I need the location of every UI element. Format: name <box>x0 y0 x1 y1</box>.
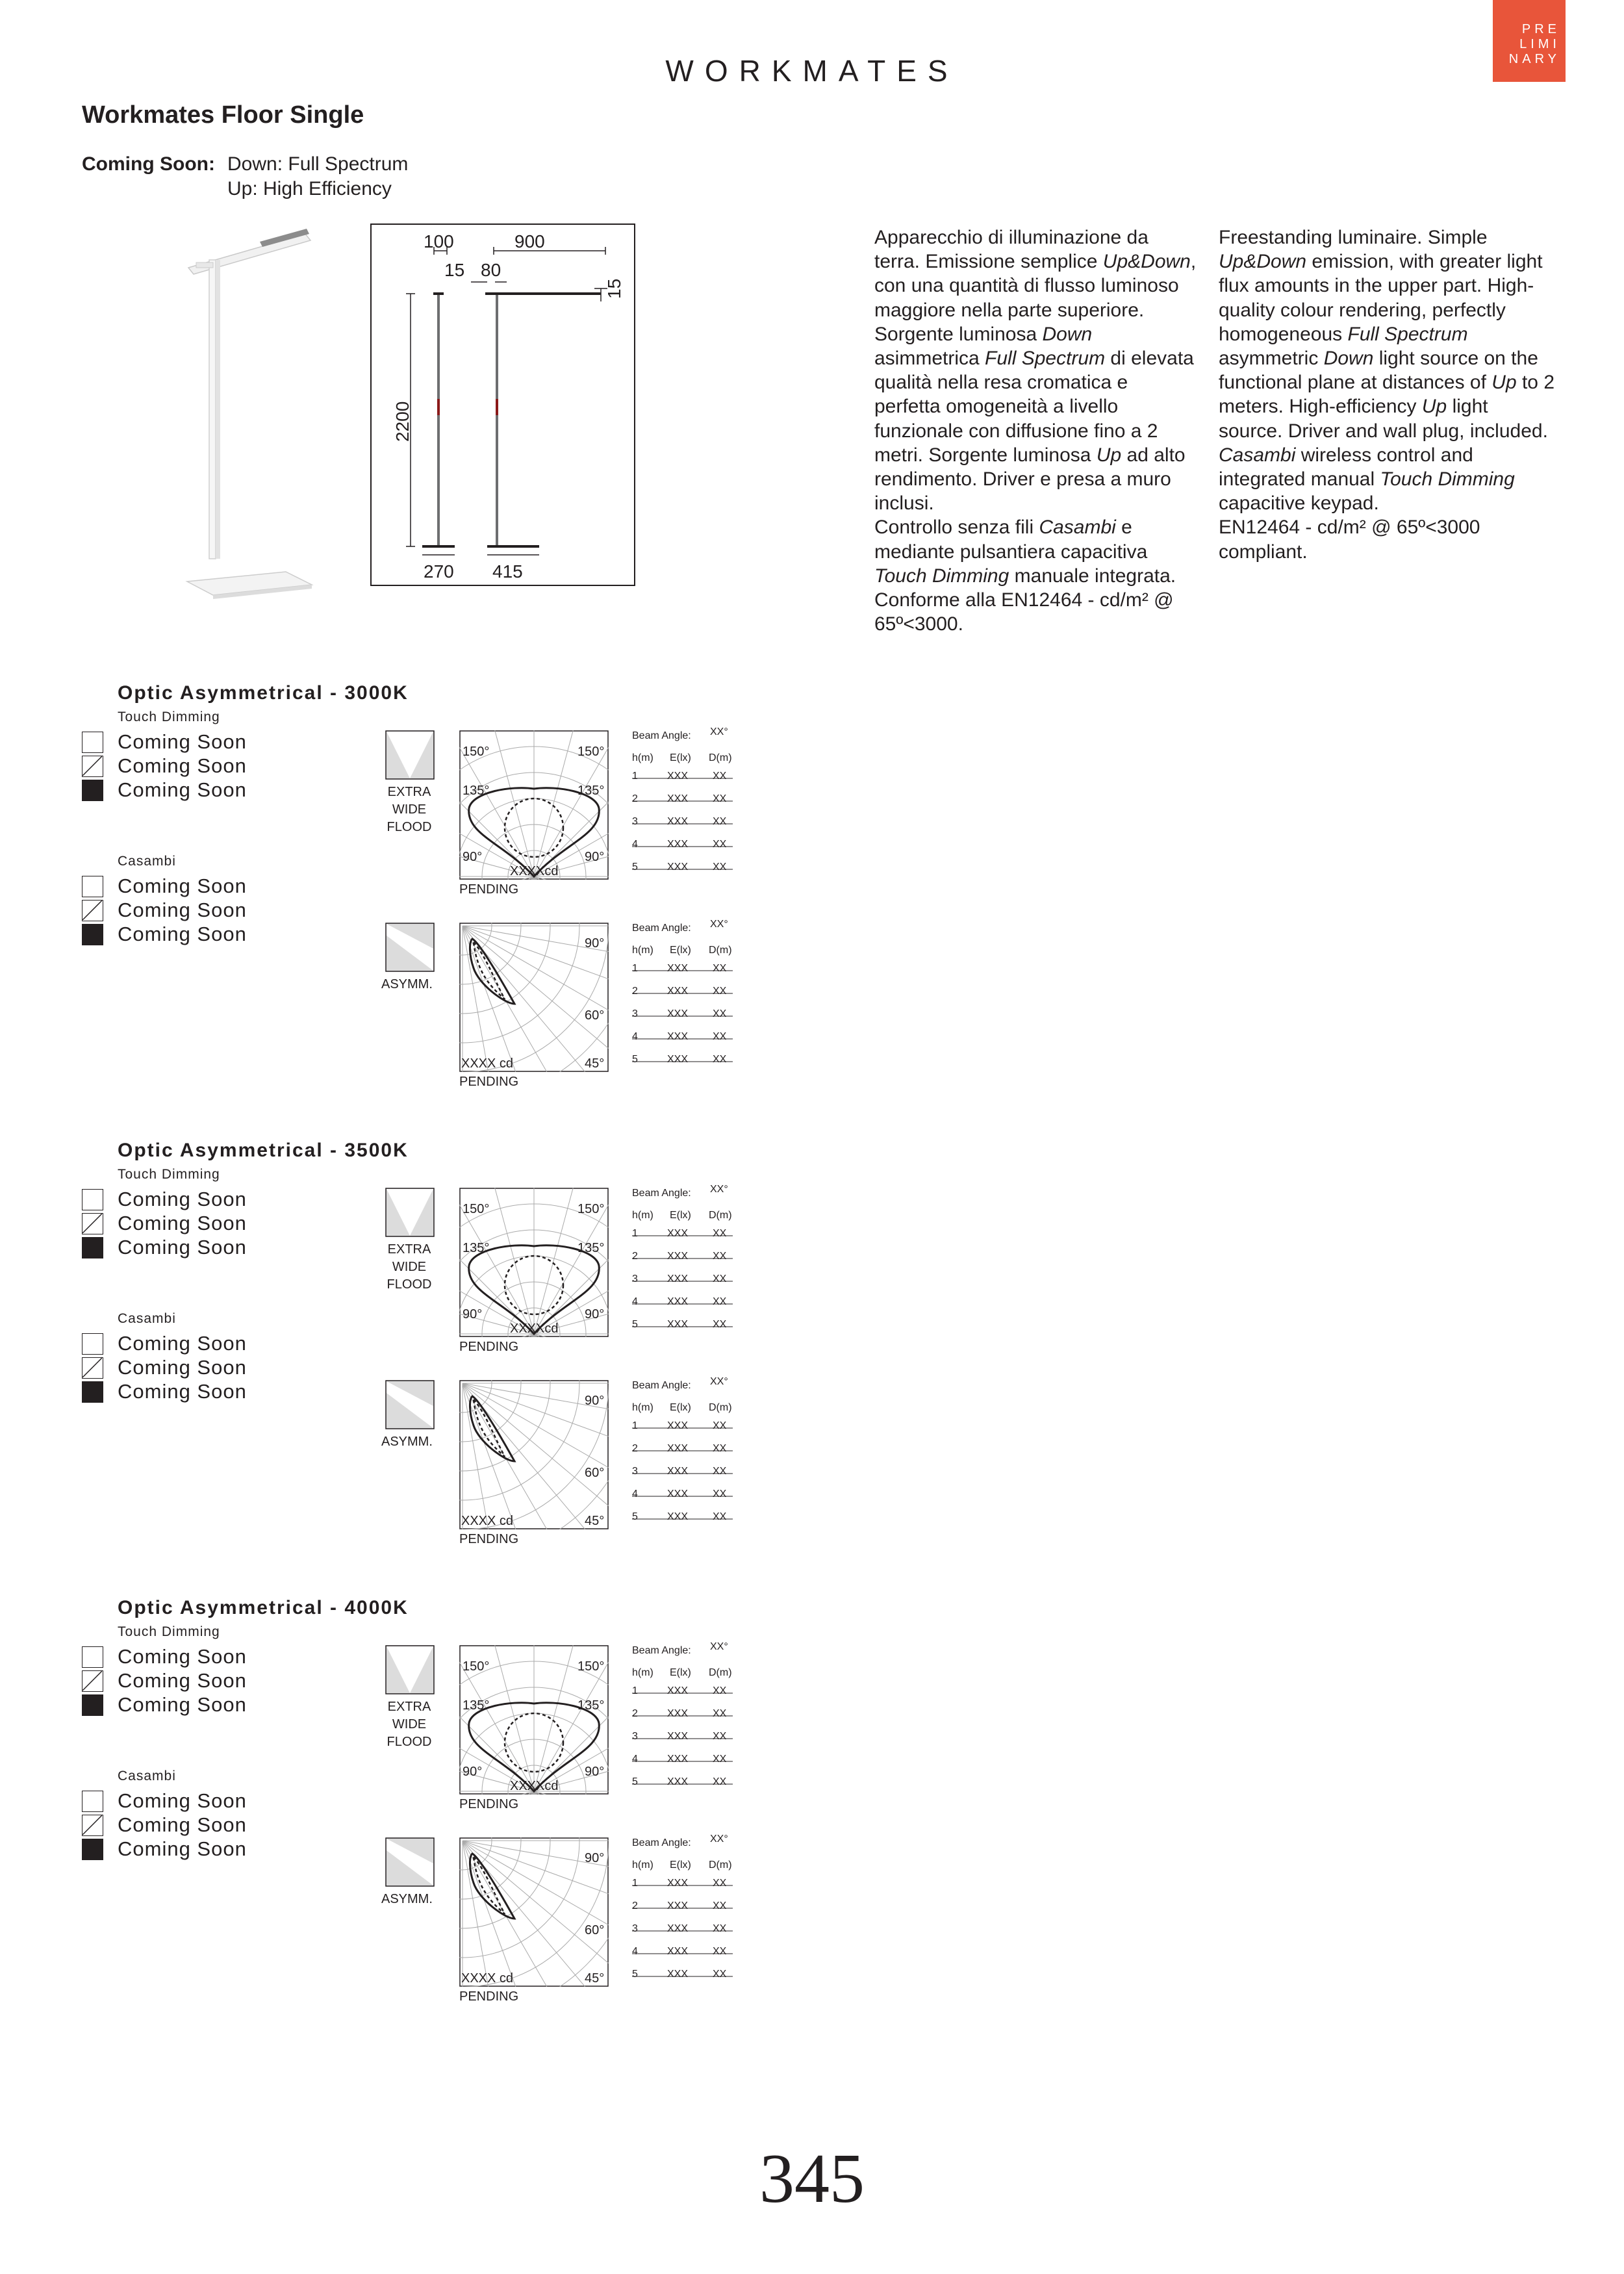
table-cell: 5 <box>632 1319 638 1330</box>
table-cell: 3 <box>632 1008 638 1019</box>
option-label: Coming Soon <box>118 1380 247 1403</box>
dim-label: 15 <box>604 278 624 299</box>
dim-label: 100 <box>424 231 454 251</box>
beam-type-line: EXTRA <box>387 1700 431 1714</box>
swatch-diagonal <box>82 900 103 921</box>
table-cell: 5 <box>632 1511 638 1522</box>
touch-dimming-label: Touch Dimming <box>118 1167 220 1182</box>
angle-label: 90° <box>463 1307 483 1322</box>
beam-angle-label: Beam Angle: <box>632 1380 691 1391</box>
table-cell: 3 <box>632 1466 638 1477</box>
angle-label: 90° <box>585 1307 605 1322</box>
description-it: Apparecchio di illuminazione da terra. Emissione semplice Up&Down, con una quantità di flusso luminoso maggiore nella parte superiore. Sorgente luminosa Down asimmetrica Full Spectrum di elevata qualità nella resa cromatica e perfetta omogeneità a livello funzionale con diffusione fino a 2 metri. Sorgente luminosa Up ad alto rendimento. Driver e presa a muro inclusi. Controllo senza fili Casambi e mediante pulsantiera capacitiva Touch Dimming manuale integrata. Conforme alla EN12464 - cd/m² @ 65º<3000. <box>874 227 1197 635</box>
swatch-empty <box>82 876 103 897</box>
table-cell: XXX <box>667 1228 689 1239</box>
product-image <box>182 221 331 604</box>
badge-line: PRE <box>1521 22 1560 36</box>
beam-angle-label: Beam Angle: <box>632 1837 691 1848</box>
option-label: Coming Soon <box>118 778 247 801</box>
table-cell: 3 <box>632 1273 638 1284</box>
section-title: Optic Asymmetrical - 3000K <box>118 682 409 704</box>
pending-label: PENDING <box>459 1532 519 1546</box>
coming-soon-label: Coming Soon: <box>82 153 215 175</box>
beam-type-label: ASYMM. <box>381 977 433 991</box>
pending-label: PENDING <box>459 1989 519 2004</box>
beam-type-line: FLOOD <box>387 820 432 834</box>
beam-type-label <box>374 1241 445 1294</box>
table-cell: XX <box>713 1923 727 1934</box>
table-cell: 2 <box>632 986 638 997</box>
table-cell: XXX <box>667 1319 689 1330</box>
beam-angle-value: XX° <box>710 1184 728 1195</box>
beam-type-line: EXTRA <box>387 785 431 799</box>
angle-label: 60° <box>585 1923 605 1937</box>
angle-label: 90° <box>463 1765 483 1779</box>
table-cell: XXX <box>667 1488 689 1500</box>
col-header: h(m) <box>632 1402 653 1413</box>
table-cell: XX <box>713 1969 727 1980</box>
col-header: h(m) <box>632 752 653 763</box>
beam-angle-label: Beam Angle: <box>632 1188 691 1199</box>
table-cell: 4 <box>632 1946 638 1957</box>
table-cell: XXX <box>667 793 689 804</box>
diagonal-icon <box>82 901 102 920</box>
angle-label: 135° <box>577 1241 605 1255</box>
cd-label: XXXXcd <box>510 1779 559 1793</box>
table-cell: 3 <box>632 1923 638 1934</box>
table-cell: XX <box>713 1031 727 1042</box>
table-cell: XXX <box>667 1754 689 1765</box>
angle-label: 150° <box>463 1659 490 1674</box>
angle-label: 150° <box>577 1659 605 1674</box>
touch-dimming-label: Touch Dimming <box>118 709 220 724</box>
col-header: D(m) <box>709 1859 732 1871</box>
casambi-label: Casambi <box>118 1769 176 1783</box>
beam-type-label: ASYMM. <box>381 1892 433 1906</box>
table-cell: XX <box>713 1754 727 1765</box>
col-header: E(lx) <box>670 945 691 956</box>
table-cell: XX <box>713 1511 727 1522</box>
asymmetric-beam-icon <box>385 923 435 972</box>
angle-label: 90° <box>463 850 483 864</box>
option-label: Coming Soon <box>118 899 247 921</box>
diagonal-icon <box>82 1358 102 1377</box>
table-cell: XXX <box>667 963 689 974</box>
table-cell: XX <box>713 1420 727 1431</box>
pending-label: PENDING <box>459 1075 519 1089</box>
table-cell: XXX <box>667 1946 689 1957</box>
angle-label: 135° <box>463 784 490 798</box>
cd-label: XXXX cd <box>461 1971 514 1986</box>
table-cell: XX <box>713 793 727 804</box>
dim-label: 2200 <box>392 401 412 442</box>
table-cell: XX <box>713 1900 727 1911</box>
option-label: Coming Soon <box>118 923 247 945</box>
angle-label: 90° <box>585 850 605 864</box>
option-label: Coming Soon <box>118 1789 247 1812</box>
table-cell: XXX <box>667 1878 689 1889</box>
table-cell: XX <box>713 1273 727 1284</box>
option-label: Coming Soon <box>118 1645 247 1668</box>
angle-label: 150° <box>463 1202 490 1216</box>
table-cell: 4 <box>632 1296 638 1307</box>
table-cell: XX <box>713 816 727 827</box>
table-cell: XXX <box>667 1923 689 1934</box>
table-cell: 3 <box>632 816 638 827</box>
table-cell: XX <box>713 1776 727 1787</box>
table-cell: XX <box>713 1488 727 1500</box>
table-cell: XX <box>713 1054 727 1065</box>
casambi-label: Casambi <box>118 1311 176 1326</box>
option-label: Coming Soon <box>118 1188 247 1210</box>
angle-label: 150° <box>463 745 490 759</box>
swatch-diagonal <box>82 756 103 777</box>
option-label: Coming Soon <box>118 1212 247 1234</box>
col-header: D(m) <box>709 1667 732 1678</box>
beam-angle-value: XX° <box>710 726 728 737</box>
table-cell: XXX <box>667 1054 689 1065</box>
angle-label: 45° <box>585 1971 605 1986</box>
angle-label: 90° <box>585 1765 605 1779</box>
beam-type-line: FLOOD <box>387 1735 432 1749</box>
table-cell: XXX <box>667 1685 689 1696</box>
dim-label: 415 <box>492 561 523 581</box>
table-cell: 1 <box>632 1878 638 1889</box>
pending-label: PENDING <box>459 882 519 897</box>
angle-label: 90° <box>585 1394 605 1408</box>
badge-line: NARY <box>1508 52 1560 66</box>
col-header: E(lx) <box>670 1210 691 1221</box>
table-cell: XXX <box>667 839 689 850</box>
preliminary-badge <box>1493 0 1566 82</box>
beam-type-line: WIDE <box>392 802 427 817</box>
swatch-filled <box>82 1694 103 1716</box>
section-title: Optic Asymmetrical - 3500K <box>118 1140 409 1161</box>
table-cell: XXX <box>667 862 689 873</box>
table-cell: 5 <box>632 1054 638 1065</box>
table-cell: 4 <box>632 1754 638 1765</box>
option-label: Coming Soon <box>118 1669 247 1692</box>
table-cell: XX <box>713 1251 727 1262</box>
angle-label: 150° <box>577 1202 605 1216</box>
table-cell: 2 <box>632 1443 638 1454</box>
table-cell: XX <box>713 771 727 782</box>
angle-label: 45° <box>585 1056 605 1071</box>
table-cell: XXX <box>667 1511 689 1522</box>
swatch-filled <box>82 780 103 801</box>
swatch-filled <box>82 924 103 945</box>
table-cell: XX <box>713 1466 727 1477</box>
beam-angle-value: XX° <box>710 1833 728 1845</box>
table-cell: XX <box>713 1319 727 1330</box>
table-cell: 2 <box>632 1708 638 1719</box>
angle-label: 60° <box>585 1466 605 1480</box>
table-cell: XXX <box>667 1731 689 1742</box>
beam-angle-label: Beam Angle: <box>632 730 691 741</box>
table-cell: 2 <box>632 1251 638 1262</box>
option-label: Coming Soon <box>118 1837 247 1860</box>
coming-soon-up: Up: High Efficiency <box>227 178 392 199</box>
col-header: D(m) <box>709 1210 732 1221</box>
angle-label: 135° <box>577 1698 605 1713</box>
table-cell: 1 <box>632 771 638 782</box>
table-cell: 4 <box>632 839 638 850</box>
option-label: Coming Soon <box>118 754 247 777</box>
swatch-diagonal <box>82 1357 103 1379</box>
dim-label: 15 <box>444 260 465 280</box>
cd-label: XXXX cd <box>461 1056 514 1071</box>
beam-angle-value: XX° <box>710 1376 728 1387</box>
cd-label: XXXXcd <box>510 1322 559 1336</box>
table-cell: XX <box>713 986 727 997</box>
coming-soon-down: Down: Full Spectrum <box>227 153 409 175</box>
page-number: 345 <box>759 2140 865 2217</box>
angle-label: 150° <box>577 745 605 759</box>
beam-type-line: WIDE <box>392 1260 427 1274</box>
asymmetric-beam-icon <box>385 1837 435 1887</box>
swatch-filled <box>82 1237 103 1258</box>
col-header: E(lx) <box>670 1859 691 1871</box>
col-header: D(m) <box>709 945 732 956</box>
table-cell: XXX <box>667 1273 689 1284</box>
table-cell: XX <box>713 1878 727 1889</box>
badge-line: LIMI <box>1519 37 1560 51</box>
option-label: Coming Soon <box>118 1813 247 1836</box>
asymmetric-beam-icon <box>385 1380 435 1429</box>
table-cell: 5 <box>632 1776 638 1787</box>
option-label: Coming Soon <box>118 1332 247 1355</box>
option-label: Coming Soon <box>118 875 247 897</box>
table-cell: XX <box>713 1946 727 1957</box>
table-cell: 1 <box>632 963 638 974</box>
swatch-diagonal <box>82 1213 103 1234</box>
angle-label: 90° <box>585 936 605 951</box>
table-cell: XXX <box>667 1443 689 1454</box>
table-cell: XX <box>713 1008 727 1019</box>
table-cell: XX <box>713 862 727 873</box>
col-header: E(lx) <box>670 752 691 763</box>
table-cell: XXX <box>667 1420 689 1431</box>
table-cell: XXX <box>667 1008 689 1019</box>
col-header: h(m) <box>632 945 653 956</box>
beam-type-label <box>374 784 445 836</box>
swatch-empty <box>82 1646 103 1668</box>
table-cell: XXX <box>667 1708 689 1719</box>
table-cell: 1 <box>632 1420 638 1431</box>
pending-label: PENDING <box>459 1340 519 1354</box>
table-cell: XXX <box>667 1251 689 1262</box>
col-header: D(m) <box>709 1402 732 1413</box>
table-cell: XX <box>713 1228 727 1239</box>
table-cell: 1 <box>632 1228 638 1239</box>
angle-label: 45° <box>585 1514 605 1528</box>
cd-label: XXXX cd <box>461 1514 514 1528</box>
table-cell: XX <box>713 963 727 974</box>
angle-label: 90° <box>585 1851 605 1865</box>
table-cell: XXX <box>667 1900 689 1911</box>
beam-angle-label: Beam Angle: <box>632 1645 691 1656</box>
beam-type-label <box>374 1698 445 1751</box>
brand-title: WORKMATES <box>665 54 959 88</box>
touch-dimming-label: Touch Dimming <box>118 1624 220 1639</box>
beam-angle-label: Beam Angle: <box>632 923 691 934</box>
swatch-empty <box>82 1333 103 1355</box>
cd-label: XXXXcd <box>510 864 559 878</box>
option-label: Coming Soon <box>118 1356 247 1379</box>
diagonal-icon <box>82 756 102 776</box>
col-header: h(m) <box>632 1667 653 1678</box>
table-cell: XX <box>713 839 727 850</box>
dim-label: 80 <box>481 260 501 280</box>
dim-label: 900 <box>514 231 545 251</box>
table-cell: XXX <box>667 771 689 782</box>
table-cell: XX <box>713 1685 727 1696</box>
table-cell: 5 <box>632 1969 638 1980</box>
table-cell: XX <box>713 1296 727 1307</box>
table-cell: XXX <box>667 986 689 997</box>
casambi-label: Casambi <box>118 854 176 869</box>
swatch-diagonal <box>82 1670 103 1692</box>
table-cell: XXX <box>667 1296 689 1307</box>
beam-type-line: EXTRA <box>387 1242 431 1257</box>
col-header: E(lx) <box>670 1402 691 1413</box>
dim-label: 270 <box>424 561 454 581</box>
product-title: Workmates Floor Single <box>82 101 364 129</box>
diagonal-icon <box>82 1815 102 1835</box>
angle-label: 60° <box>585 1008 605 1023</box>
angle-label: 135° <box>463 1698 490 1713</box>
pending-label: PENDING <box>459 1797 519 1811</box>
beam-type-line: FLOOD <box>387 1277 432 1292</box>
beam-type-label: ASYMM. <box>381 1435 433 1449</box>
section-title: Optic Asymmetrical - 4000K <box>118 1597 409 1618</box>
option-label: Coming Soon <box>118 1236 247 1258</box>
swatch-empty <box>82 1189 103 1210</box>
table-cell: XXX <box>667 1969 689 1980</box>
extra-wide-flood-icon <box>385 1645 435 1694</box>
extra-wide-flood-icon <box>385 730 435 780</box>
beam-type-line: WIDE <box>392 1717 427 1731</box>
table-cell: 2 <box>632 1900 638 1911</box>
table-cell: XXX <box>667 1776 689 1787</box>
table-cell: XXX <box>667 1466 689 1477</box>
diagonal-icon <box>82 1671 102 1691</box>
swatch-empty <box>82 732 103 753</box>
option-label: Coming Soon <box>118 1693 247 1716</box>
col-header: E(lx) <box>670 1667 691 1678</box>
table-cell: XX <box>713 1731 727 1742</box>
col-header: h(m) <box>632 1859 653 1871</box>
swatch-diagonal <box>82 1815 103 1836</box>
col-header: h(m) <box>632 1210 653 1221</box>
table-cell: 2 <box>632 793 638 804</box>
diagonal-icon <box>82 1214 102 1233</box>
beam-angle-value: XX° <box>710 919 728 930</box>
swatch-filled <box>82 1381 103 1403</box>
table-cell: 5 <box>632 862 638 873</box>
table-cell: XX <box>713 1443 727 1454</box>
table-cell: 1 <box>632 1685 638 1696</box>
angle-label: 135° <box>577 784 605 798</box>
table-cell: XXX <box>667 1031 689 1042</box>
table-cell: XXX <box>667 816 689 827</box>
table-cell: 4 <box>632 1488 638 1500</box>
angle-label: 135° <box>463 1241 490 1255</box>
table-cell: XX <box>713 1708 727 1719</box>
col-header: D(m) <box>709 752 732 763</box>
swatch-filled <box>82 1839 103 1860</box>
description-en: Freestanding luminaire. Simple Up&Down emission, with greater light flux amounts in the upper part. High-quality colour rendering, perfectly homogeneous Full Spectrum asymmetric Down light source on the functional plane at distances of Up to 2 meters. High-efficiency Up light source. Driver and wall plug, included. Casambi wireless control and integrated manual Touch Dimming capacitive keypad. EN12464 - cd/m² @ 65º<3000 compliant. <box>1219 227 1555 563</box>
beam-angle-value: XX° <box>710 1641 728 1652</box>
swatch-empty <box>82 1791 103 1812</box>
table-cell: 4 <box>632 1031 638 1042</box>
table-cell: 3 <box>632 1731 638 1742</box>
extra-wide-flood-icon <box>385 1188 435 1237</box>
option-label: Coming Soon <box>118 730 247 753</box>
